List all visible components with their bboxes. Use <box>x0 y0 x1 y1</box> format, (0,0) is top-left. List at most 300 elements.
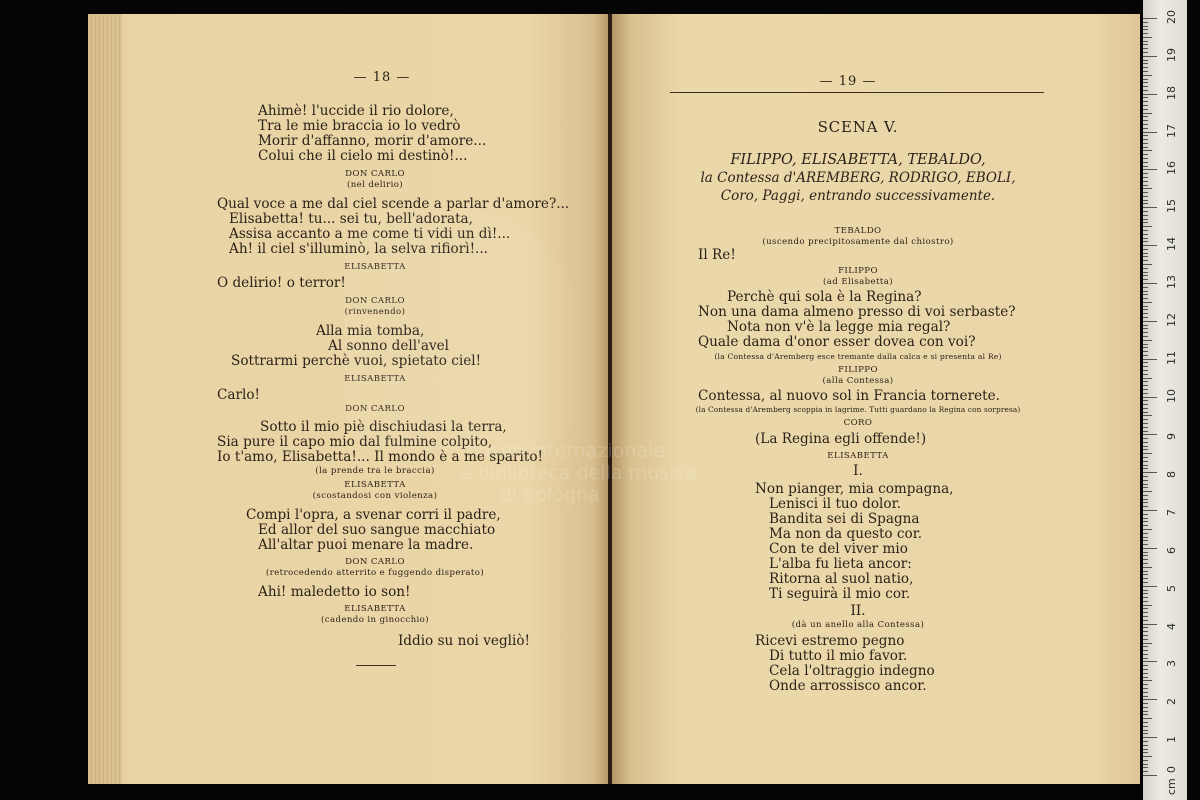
ruler-tick <box>1143 434 1157 435</box>
ruler-tick <box>1143 268 1148 269</box>
page-number: — 18 — <box>353 70 411 85</box>
ruler-tick <box>1143 574 1148 575</box>
ruler-tick <box>1143 94 1157 95</box>
ruler-number: 7 <box>1165 509 1178 517</box>
speaker-name: ELISABETTA <box>344 262 406 272</box>
ruler-tick <box>1143 317 1148 318</box>
ruler-tick <box>1143 351 1148 352</box>
ruler-tick <box>1143 185 1148 186</box>
stage-direction: (la Contessa d'Aremberg scoppia in lagrime. Tutti guardano la Regina con sorpresa) <box>695 405 1021 414</box>
verse-line: Ti seguirà il mio cor. <box>769 586 911 602</box>
ruler-tick <box>1143 18 1157 19</box>
ruler-number: 3 <box>1165 660 1178 668</box>
ruler-tick <box>1143 158 1148 159</box>
verse-line: Alla mia tomba, <box>316 323 425 339</box>
ruler-tick <box>1143 302 1152 303</box>
speaker-name: TEBALDO <box>834 226 882 236</box>
ruler-tick <box>1143 397 1157 398</box>
ruler-tick <box>1143 150 1152 151</box>
ruler-tick <box>1143 722 1148 723</box>
ruler-tick <box>1143 241 1148 242</box>
ruler-tick <box>1143 643 1152 644</box>
ruler-tick <box>1143 26 1148 27</box>
end-rule <box>356 665 396 666</box>
verse-line: Quale dama d'onor esser dovea con voi? <box>698 334 976 350</box>
ruler-tick <box>1143 563 1148 564</box>
speaker-name: DON CARLO <box>345 557 405 567</box>
ruler-tick <box>1143 764 1148 765</box>
ruler-tick <box>1143 116 1148 117</box>
verse-line: Lenisci il tuo dolor. <box>769 496 901 512</box>
ruler-tick <box>1143 699 1157 700</box>
ruler-tick <box>1143 29 1148 30</box>
ruler-tick <box>1143 484 1148 485</box>
ruler-tick <box>1143 495 1148 496</box>
ruler-tick <box>1143 597 1148 598</box>
ruler-tick <box>1143 203 1148 204</box>
stage-direction: (dà un anello alla Contessa) <box>791 620 925 630</box>
verse-line: Ahimè! l'uccide il rio dolore, <box>258 103 454 119</box>
ruler-tick <box>1143 188 1152 189</box>
ruler-tick <box>1143 226 1152 227</box>
ruler-tick <box>1143 347 1148 348</box>
ruler-tick <box>1143 423 1148 424</box>
ruler-tick <box>1143 624 1157 625</box>
ruler-tick <box>1143 745 1148 746</box>
verse-line: Carlo! <box>217 387 260 403</box>
verse-line: Qual voce a me dal ciel scende a parlar d'amore?... <box>217 196 570 212</box>
speaker-name: DON CARLO <box>345 296 405 306</box>
ruler-tick <box>1143 707 1148 708</box>
cast-line: FILIPPO, ELISABETTA, TEBALDO, <box>730 152 986 168</box>
ruler-number: 11 <box>1165 350 1178 365</box>
ruler-tick <box>1143 113 1152 114</box>
ruler-tick <box>1143 646 1148 647</box>
ruler-number: 10 <box>1165 388 1178 403</box>
ruler-tick <box>1143 412 1148 413</box>
speaker-name: CORO <box>843 418 873 428</box>
ruler-tick <box>1143 658 1148 659</box>
ruler-tick <box>1143 385 1148 386</box>
ruler-tick <box>1143 540 1148 541</box>
ruler-tick <box>1143 586 1157 587</box>
ruler-number: 5 <box>1165 584 1178 592</box>
speaker-name: FILIPPO <box>838 365 878 375</box>
ruler-tick <box>1143 711 1148 712</box>
verse-line: Sia pure il capo mio dal fulmine colpito, <box>217 434 493 450</box>
ruler-tick <box>1143 730 1148 731</box>
ruler-tick <box>1143 336 1148 337</box>
ruler-tick <box>1143 442 1148 443</box>
ruler-tick <box>1143 260 1148 261</box>
ruler-tick <box>1143 737 1157 738</box>
ruler-tick <box>1143 404 1148 405</box>
ruler-tick <box>1143 128 1148 129</box>
ruler-tick <box>1143 389 1148 390</box>
ruler-tick <box>1143 238 1148 239</box>
ruler-tick <box>1143 162 1148 163</box>
ruler-tick <box>1143 684 1148 685</box>
ruler-tick <box>1143 33 1148 34</box>
ruler-tick <box>1143 60 1148 61</box>
verse-line: Ma non da questo cor. <box>769 526 923 542</box>
verse-line: All'altar puoi menare la madre. <box>258 537 474 553</box>
ruler-tick <box>1143 234 1148 235</box>
ruler-number: 6 <box>1165 546 1178 554</box>
ruler-tick <box>1143 393 1148 394</box>
verse-line: Tra le mie braccia io lo vedrò <box>258 118 461 134</box>
open-book <box>88 14 1140 784</box>
verse-line: Colui che il cielo mi destinò!... <box>258 148 468 164</box>
ruler-tick <box>1143 601 1148 602</box>
verse-line: Non una dama almeno presso di voi serbaste? <box>698 304 1016 320</box>
right-page <box>612 14 1140 784</box>
ruler-number: 9 <box>1165 433 1178 441</box>
stage-direction: (la Contessa d'Aremberg esce tremante dalla calca e si presenta al Re) <box>714 352 1002 361</box>
ruler-tick <box>1143 283 1157 284</box>
ruler-tick <box>1143 431 1148 432</box>
verse-line: Ricevi estremo pegno <box>755 633 905 649</box>
ruler-tick <box>1143 272 1148 273</box>
ruler-number: 16 <box>1165 161 1178 176</box>
ruler-tick <box>1143 222 1148 223</box>
cast-line: Coro, Paggi, entrando successivamente. <box>720 188 996 204</box>
ruler-tick <box>1143 359 1157 360</box>
ruler-tick <box>1143 453 1152 454</box>
ruler-tick <box>1143 631 1148 632</box>
ruler-tick <box>1143 446 1148 447</box>
ruler-tick <box>1143 44 1148 45</box>
ruler-tick <box>1143 665 1148 666</box>
ruler-tick <box>1143 661 1157 662</box>
ruler-tick <box>1143 578 1148 579</box>
ruler-tick <box>1143 132 1157 133</box>
ruler-tick <box>1143 567 1152 568</box>
ruler-tick <box>1143 525 1148 526</box>
verse-line: Bandita sei di Spagna <box>769 511 920 527</box>
verse-line: Ahi! maledetto io son! <box>258 584 411 600</box>
ruler-tick <box>1143 105 1148 106</box>
ruler-tick <box>1143 480 1148 481</box>
ruler-tick <box>1143 135 1148 136</box>
ruler-tick <box>1143 605 1152 606</box>
ruler-tick <box>1143 253 1148 254</box>
ruler-tick <box>1143 90 1148 91</box>
ruler-tick <box>1143 590 1148 591</box>
verse-line: (La Regina egli offende!) <box>755 431 927 447</box>
ruler-tick <box>1143 571 1148 572</box>
ruler-tick <box>1143 582 1148 583</box>
ruler-tick <box>1143 75 1152 76</box>
ruler-tick <box>1143 491 1152 492</box>
ruler-tick <box>1143 298 1148 299</box>
ruler-tick <box>1143 147 1148 148</box>
ruler-tick <box>1143 56 1157 57</box>
ruler-tick <box>1143 677 1148 678</box>
header-rule <box>670 92 1044 93</box>
ruler-tick <box>1143 166 1148 167</box>
ruler-tick <box>1143 692 1148 693</box>
scene-title: SCENA V. <box>817 118 899 136</box>
ruler-number: 2 <box>1165 698 1178 706</box>
ruler-tick <box>1143 200 1148 201</box>
ruler-tick <box>1143 733 1148 734</box>
ruler-tick <box>1143 673 1148 674</box>
ruler-tick <box>1143 219 1148 220</box>
ruler-tick <box>1143 771 1148 772</box>
ruler-tick <box>1143 533 1148 534</box>
ruler-tick <box>1143 332 1148 333</box>
verse-line: Io t'amo, Elisabetta!... Il mondo è a me sparito! <box>217 449 543 465</box>
ruler-tick <box>1143 468 1148 469</box>
verse-line: Cela l'oltraggio indegno <box>769 663 935 679</box>
stage-direction: (rinvenendo) <box>344 307 406 317</box>
ruler-tick <box>1143 555 1148 556</box>
measuring-ruler <box>1143 0 1187 800</box>
ruler-tick <box>1143 264 1152 265</box>
ruler-tick <box>1143 287 1148 288</box>
ruler-tick <box>1143 514 1148 515</box>
ruler-tick <box>1143 275 1148 276</box>
ruler-tick <box>1143 703 1148 704</box>
ruler-tick <box>1143 741 1148 742</box>
ruler-number: 0 <box>1165 766 1178 773</box>
ruler-tick <box>1143 760 1148 761</box>
stage-direction: (uscendo precipitosamente dal chiostro) <box>762 237 954 247</box>
verse-line: Sotto il mio piè dischiudasi la terra, <box>260 419 507 435</box>
ruler-tick <box>1143 313 1148 314</box>
ruler-tick <box>1143 63 1148 64</box>
ruler-tick <box>1143 306 1148 307</box>
ruler-tick <box>1143 101 1148 102</box>
speaker-name: DON CARLO <box>345 404 405 414</box>
verse-line: O delirio! o terror! <box>217 275 346 291</box>
verse-line: Con te del viver mio <box>769 541 908 557</box>
ruler-tick <box>1143 461 1148 462</box>
verse-line: L'alba fu lieta ancor: <box>769 556 912 572</box>
ruler-tick <box>1143 366 1148 367</box>
ruler-number: 20 <box>1165 10 1178 24</box>
ruler-tick <box>1143 177 1148 178</box>
ruler-number: 18 <box>1165 85 1178 100</box>
stage-direction: (alla Contessa) <box>822 376 894 386</box>
ruler-tick <box>1143 749 1148 750</box>
ruler-tick <box>1143 143 1148 144</box>
ruler-tick <box>1143 120 1148 121</box>
verse-line: Ed allor del suo sangue macchiato <box>258 522 496 538</box>
ruler-tick <box>1143 415 1152 416</box>
ruler-tick <box>1143 714 1148 715</box>
ruler-tick <box>1143 552 1148 553</box>
ruler-tick <box>1143 71 1148 72</box>
ruler-tick <box>1143 374 1148 375</box>
ruler-tick <box>1143 438 1148 439</box>
speaker-name: ELISABETTA <box>344 480 406 490</box>
speaker-name: ELISABETTA <box>344 374 406 384</box>
page-edges <box>88 14 122 784</box>
stage-direction: (scostandosi con violenza) <box>312 491 438 501</box>
ruler-tick <box>1143 82 1148 83</box>
ruler-tick <box>1143 86 1148 87</box>
verse-line: Compi l'opra, a svenar corri il padre, <box>246 507 501 523</box>
ruler-tick <box>1143 48 1148 49</box>
ruler-tick <box>1143 181 1148 182</box>
speaker-name: DON CARLO <box>345 169 405 179</box>
ruler-tick <box>1143 400 1148 401</box>
ruler-tick <box>1143 627 1148 628</box>
ruler-tick <box>1143 688 1148 689</box>
ruler-tick <box>1143 249 1148 250</box>
ruler-number: 17 <box>1165 123 1178 138</box>
ruler-tick <box>1143 756 1152 757</box>
ruler-tick <box>1143 309 1148 310</box>
ruler-tick <box>1143 487 1148 488</box>
left-page <box>88 14 608 784</box>
ruler-tick <box>1143 537 1148 538</box>
ruler-tick <box>1143 650 1148 651</box>
verse-line: Non pianger, mia compagna, <box>755 481 954 497</box>
ruler-tick <box>1143 608 1148 609</box>
verse-line: Nota non v'è la legge mia regal? <box>727 319 951 335</box>
stage-direction: (la prende tra le braccia) <box>315 466 435 476</box>
ruler-tick <box>1143 726 1148 727</box>
ruler-tick <box>1143 518 1148 519</box>
ruler-tick <box>1143 620 1148 621</box>
ruler-tick <box>1143 499 1148 500</box>
ruler-tick <box>1143 245 1157 246</box>
ruler-tick <box>1143 696 1148 697</box>
ruler-tick <box>1143 378 1152 379</box>
ruler-tick <box>1143 279 1148 280</box>
ruler-tick <box>1143 419 1148 420</box>
verse-line: Ritorna al suol natio, <box>769 571 914 587</box>
ruler-tick <box>1143 457 1148 458</box>
ruler-tick <box>1143 506 1148 507</box>
ruler-tick <box>1143 52 1148 53</box>
ruler-tick <box>1143 154 1148 155</box>
ruler-tick <box>1143 654 1148 655</box>
ruler-tick <box>1143 22 1148 23</box>
ruler-tick <box>1143 381 1148 382</box>
stanza-number: II. <box>850 603 866 619</box>
ruler-tick <box>1143 37 1152 38</box>
verse-line: Sottrarmi perchè vuoi, spietato ciel! <box>231 353 482 369</box>
ruler-tick <box>1143 752 1148 753</box>
stage-direction: (cadendo in ginocchio) <box>320 615 430 625</box>
ruler-number: 15 <box>1165 199 1178 214</box>
ruler-tick <box>1143 449 1148 450</box>
verse-line: Perchè qui sola è la Regina? <box>727 289 922 305</box>
verse-line: Morir d'affanno, morir d'amore... <box>258 133 487 149</box>
ruler-tick <box>1143 355 1148 356</box>
ruler-unit: cm <box>1165 778 1178 795</box>
verse-line: Di tutto il mio favor. <box>769 648 908 664</box>
ruler-tick <box>1143 196 1148 197</box>
ruler-tick <box>1143 173 1148 174</box>
ruler-number: 19 <box>1165 47 1178 62</box>
ruler-tick <box>1143 510 1157 511</box>
ruler-tick <box>1143 529 1152 530</box>
ruler-tick <box>1143 775 1157 776</box>
ruler-tick <box>1143 502 1148 503</box>
ruler-number: 12 <box>1165 312 1178 327</box>
ruler-tick <box>1143 230 1148 231</box>
ruler-tick <box>1143 362 1148 363</box>
stage-direction: (ad Elisabetta) <box>823 277 893 287</box>
ruler-tick <box>1143 465 1148 466</box>
ruler-tick <box>1143 476 1148 477</box>
ruler-number: 4 <box>1165 622 1178 630</box>
speaker-name: ELISABETTA <box>344 604 406 614</box>
ruler-tick <box>1143 207 1157 208</box>
ruler-tick <box>1143 41 1148 42</box>
ruler-tick <box>1143 256 1148 257</box>
ruler-tick <box>1143 427 1148 428</box>
ruler-tick <box>1143 370 1148 371</box>
verse-line: Onde arrossisco ancor. <box>769 678 927 694</box>
ruler-tick <box>1143 139 1148 140</box>
ruler-tick <box>1143 97 1148 98</box>
ruler-tick <box>1143 408 1148 409</box>
page-number: — 19 — <box>819 74 877 89</box>
ruler-tick <box>1143 340 1152 341</box>
stage-direction: (retrocedendo atterrito e fuggendo disperato) <box>265 568 485 578</box>
ruler-tick <box>1143 669 1148 670</box>
ruler-number: 8 <box>1165 471 1178 479</box>
ruler-number: 1 <box>1165 736 1178 744</box>
ruler-tick <box>1143 344 1148 345</box>
ruler-tick <box>1143 593 1148 594</box>
ruler-tick <box>1143 109 1148 110</box>
verse-line: Contessa, al nuovo sol in Francia tornerete. <box>698 388 1000 404</box>
ruler-tick <box>1143 559 1148 560</box>
ruler-tick <box>1143 616 1148 617</box>
ruler-tick <box>1143 548 1157 549</box>
speaker-name: ELISABETTA <box>827 451 889 461</box>
ruler-tick <box>1143 67 1148 68</box>
verse-line: Il Re! <box>698 247 736 263</box>
speaker-name: FILIPPO <box>838 266 878 276</box>
ruler-tick <box>1143 718 1152 719</box>
stanza-number: I. <box>853 463 863 479</box>
verse-line: Elisabetta! tu... sei tu, bell'adorata, <box>229 211 473 227</box>
verse-line: Iddio su noi vegliò! <box>397 633 530 649</box>
ruler-tick <box>1143 124 1148 125</box>
cast-line: la Contessa d'AREMBERG, RODRIGO, EBOLI, <box>700 170 1016 186</box>
verse-line: Ah! il ciel s'illuminò, la selva rifiorì!... <box>229 241 488 257</box>
ruler-tick <box>1143 192 1148 193</box>
ruler-tick <box>1143 328 1148 329</box>
verse-line: Assisa accanto a me come ti vidi un dì!... <box>229 226 511 242</box>
ruler-tick <box>1143 639 1148 640</box>
ruler-tick <box>1143 325 1148 326</box>
stage-direction: (nel delirio) <box>346 180 404 190</box>
ruler-tick <box>1143 294 1148 295</box>
ruler-tick <box>1143 767 1148 768</box>
ruler-tick <box>1143 169 1157 170</box>
ruler-tick <box>1143 215 1148 216</box>
ruler-tick <box>1143 211 1148 212</box>
ruler-tick <box>1143 321 1157 322</box>
ruler-tick <box>1143 612 1148 613</box>
verse-line: Al sonno dell'avel <box>328 338 450 354</box>
ruler-tick <box>1143 680 1152 681</box>
ruler-tick <box>1143 291 1148 292</box>
ruler-tick <box>1143 79 1148 80</box>
ruler-number: 13 <box>1165 274 1178 289</box>
ruler-tick <box>1143 635 1148 636</box>
ruler-tick <box>1143 544 1148 545</box>
